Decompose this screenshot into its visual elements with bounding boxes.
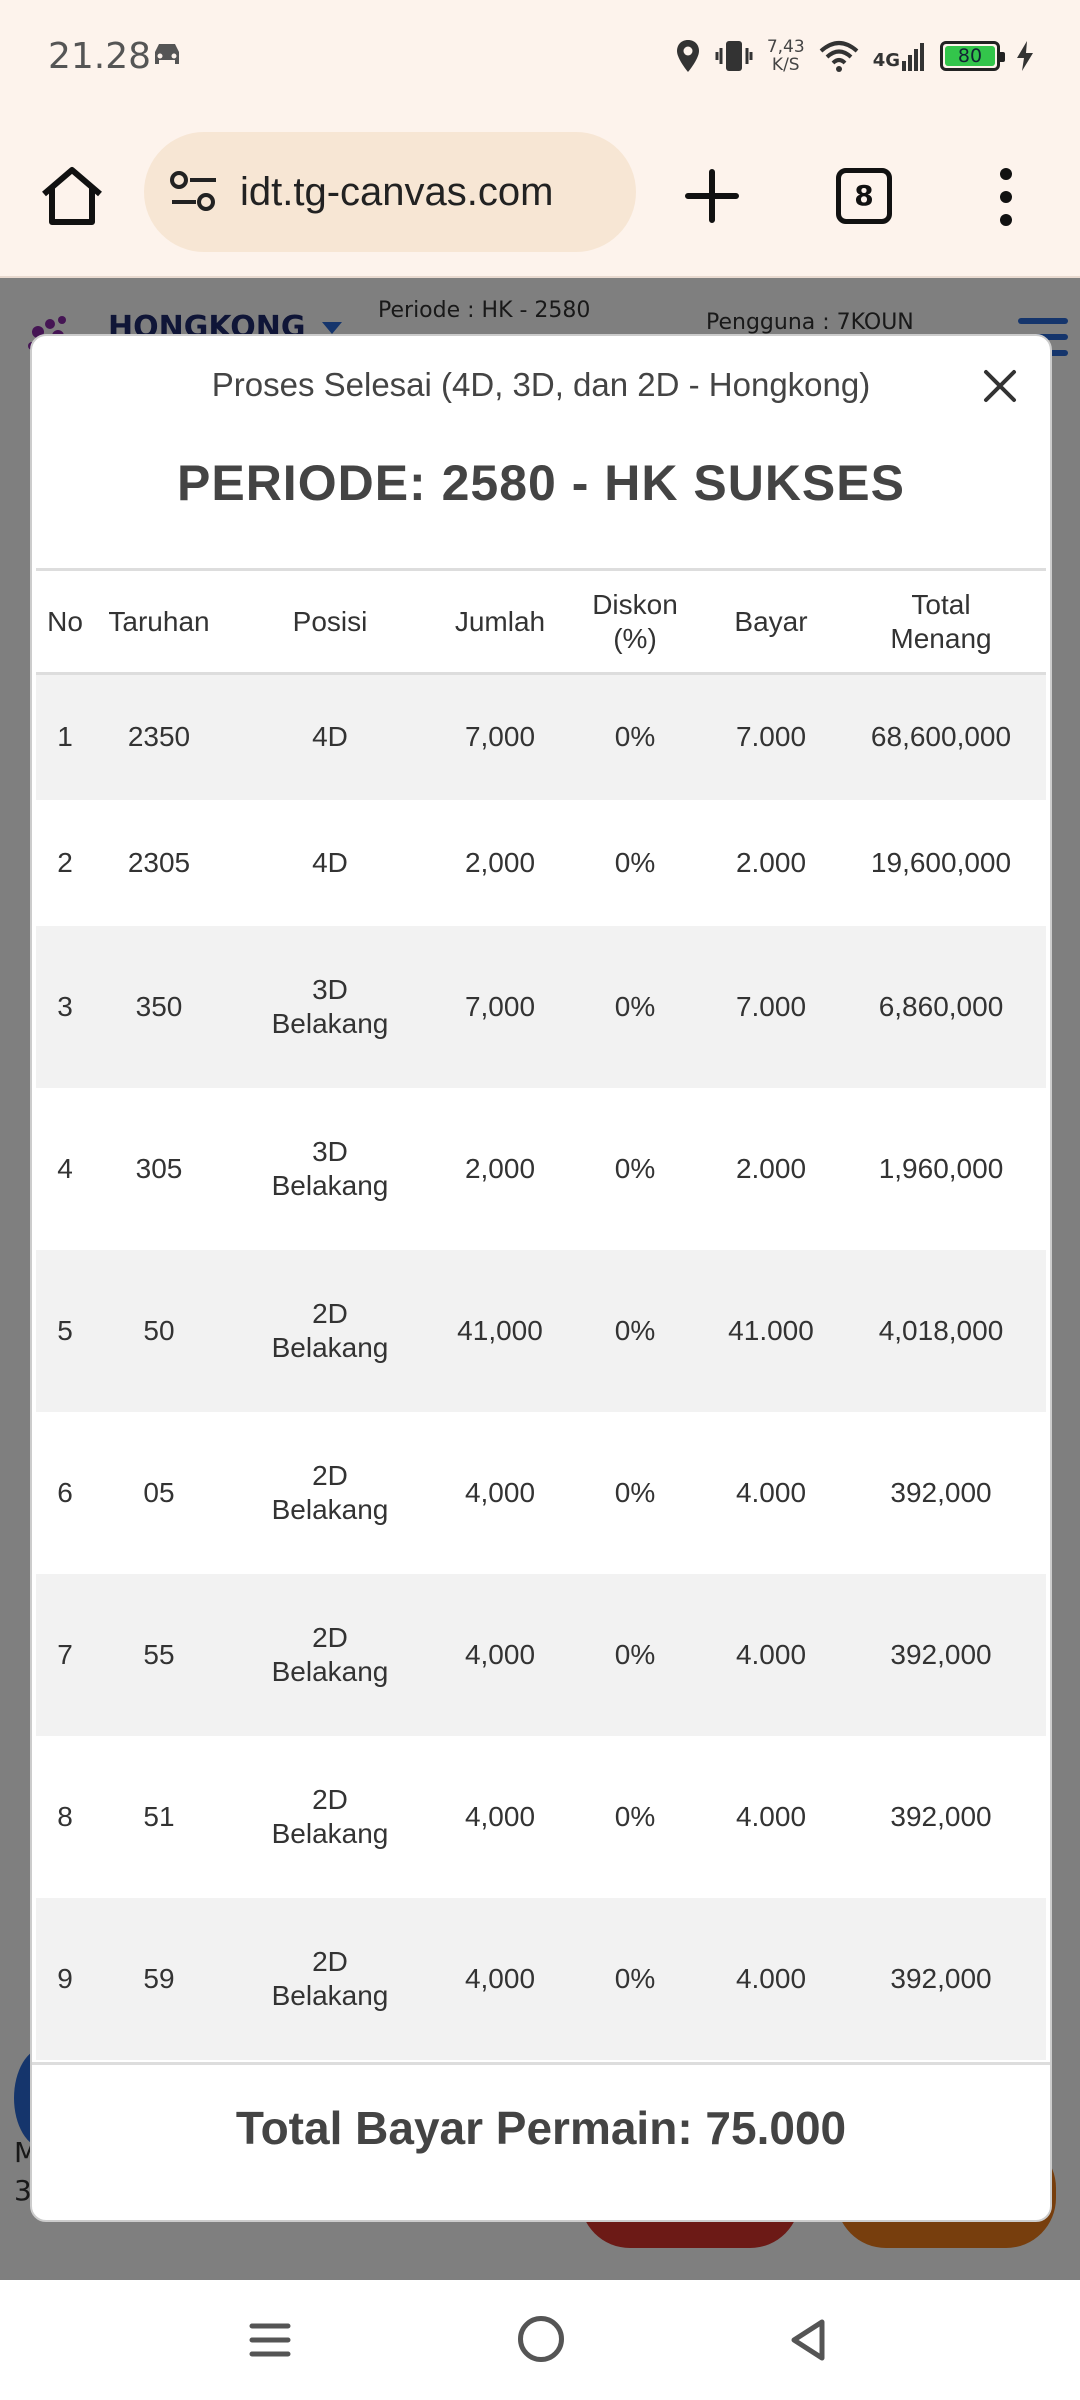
wifi-icon [819,39,859,73]
cell-posisi [224,926,436,1088]
signal-icon [873,41,926,71]
cell-no: 5 [57,1314,73,1346]
col-jumlah: Jumlah [454,605,546,637]
posisi-type: 4D [312,846,348,878]
charging-icon [1014,39,1036,73]
cell-total: 392,000 [890,1800,992,1832]
status-bar [0,0,1080,116]
cell-total: 392,000 [890,1962,992,1994]
col-taruhan: Taruhan [108,605,210,637]
table-row [36,1898,1046,2060]
table-row [36,1574,1046,1736]
network-type: 4G [872,50,900,71]
cell-taruhan: 305 [135,1152,183,1184]
cell-taruhan: 05 [143,1476,175,1508]
cell-total: 1,960,000 [878,1152,1004,1184]
posisi-type: 2D [312,1621,348,1653]
cell-diskon: 0% [614,1314,656,1346]
posisi-side: Belakang [271,1655,389,1687]
posisi-side: Belakang [271,1979,389,2011]
cell-jumlah: 41,000 [457,1314,543,1346]
cell-no: 8 [57,1800,73,1832]
cell-total: 68,600,000 [870,721,1012,753]
cell-bayar: 2.000 [735,1152,807,1184]
cell-diskon: 0% [614,1638,656,1670]
posisi-side: Belakang [271,1169,389,1201]
posisi-type: 2D [312,1459,348,1491]
col-bayar: Bayar [734,605,808,637]
cell-posisi [224,1088,436,1250]
col-posisi: Posisi [292,605,368,637]
result-modal [30,334,1052,2222]
cell-taruhan: 55 [143,1638,175,1670]
cell-bayar: 41.000 [728,1314,814,1346]
battery-level: 80 [945,46,995,66]
modal-footer [32,2062,1050,2222]
cell-bayar: 4.000 [735,1800,807,1832]
cell-jumlah: 2,000 [464,846,536,878]
col-no: No [47,605,83,637]
status-time: 21.28 [48,36,152,77]
table-row [36,1412,1046,1574]
home-icon[interactable] [36,160,108,232]
cell-bayar: 7.000 [735,990,807,1022]
cell-bayar: 4.000 [735,1476,807,1508]
plus-icon[interactable] [680,164,744,228]
cell-taruhan: 51 [143,1800,175,1832]
close-icon[interactable] [980,366,1020,406]
cell-posisi [224,1736,436,1898]
cell-no: 4 [57,1152,73,1184]
more-vertical-icon[interactable] [990,166,1022,228]
cell-total: 6,860,000 [878,990,1004,1022]
bet-table-container [36,568,1046,2060]
tab-switcher-button[interactable]: 8 [836,168,892,224]
cell-bayar: 4.000 [735,1638,807,1670]
circle-home-icon[interactable] [518,2316,564,2362]
table-row [36,674,1046,800]
cell-diskon: 0% [614,846,656,878]
total-bayar: Total Bayar Permain: 75.000 [235,2102,847,2154]
posisi-side: Belakang [271,1007,389,1039]
posisi-side: Belakang [271,1493,389,1525]
status-icons [675,34,1036,78]
col-diskon [564,570,706,674]
signal-bars [902,41,926,71]
car-icon [150,40,184,70]
cell-diskon: 0% [614,1800,656,1832]
tune-icon[interactable] [168,170,220,214]
url-text: idt.tg-canvas.com [240,169,554,214]
cell-taruhan: 59 [143,1962,175,1994]
posisi-type: 2D [312,1783,348,1815]
cell-no: 9 [57,1962,73,1994]
posisi-type: 4D [312,721,348,753]
bet-table [36,568,1046,2060]
cell-jumlah: 4,000 [464,1476,536,1508]
cell-bayar: 4.000 [735,1962,807,1994]
cell-total: 392,000 [890,1638,992,1670]
cell-taruhan: 350 [135,990,183,1022]
back-triangle-icon[interactable] [786,2316,828,2364]
location-icon [675,38,701,74]
cell-no: 7 [57,1638,73,1670]
cell-bayar: 7.000 [735,721,807,753]
cell-posisi [224,800,436,926]
cell-bayar: 2.000 [735,846,807,878]
col-diskon-line1: Diskon [592,588,678,620]
battery-icon [940,41,1000,71]
speed-unit: K/S [771,55,800,75]
browser-toolbar [0,116,1080,278]
cell-jumlah: 4,000 [464,1800,536,1832]
cell-posisi [224,1898,436,2060]
cell-taruhan: 50 [143,1314,175,1346]
cell-posisi [224,1412,436,1574]
system-nav-bar [0,2280,1080,2400]
posisi-type: 2D [312,1945,348,1977]
cell-jumlah: 7,000 [464,721,536,753]
col-total [836,570,1046,674]
cell-jumlah: 7,000 [464,990,536,1022]
cell-jumlah: 2,000 [464,1152,536,1184]
cell-diskon: 0% [614,1962,656,1994]
cell-posisi [224,1574,436,1736]
table-row [36,1088,1046,1250]
cell-taruhan: 2350 [127,721,191,753]
cell-diskon: 0% [614,721,656,753]
recents-icon[interactable] [248,2318,292,2362]
network-speed [767,38,805,74]
vibrate-icon [715,38,753,74]
speed-value: 7,43 [766,37,805,57]
cell-no: 3 [57,990,73,1022]
posisi-type: 3D [312,973,348,1005]
cell-total: 392,000 [890,1476,992,1508]
col-total-line1: Total [911,588,971,620]
cell-no: 6 [57,1476,73,1508]
cell-posisi [224,1250,436,1412]
cell-jumlah: 4,000 [464,1962,536,1994]
cell-diskon: 0% [614,990,656,1022]
table-row [36,926,1046,1088]
address-bar[interactable] [144,132,636,252]
table-row [36,1736,1046,1898]
table-header-row [36,570,1046,674]
col-diskon-line2: (%) [613,622,657,654]
periode-heading: PERIODE: 2580 - HK SUKSES [177,455,905,511]
table-row [36,1250,1046,1412]
posisi-side: Belakang [271,1817,389,1849]
cell-no: 2 [57,846,73,878]
posisi-type: 3D [312,1135,348,1167]
cell-diskon: 0% [614,1152,656,1184]
cell-total: 4,018,000 [878,1314,1004,1346]
posisi-side: Belakang [271,1331,389,1363]
cell-jumlah: 4,000 [464,1638,536,1670]
cell-total: 19,600,000 [870,846,1012,878]
table-row [36,800,1046,926]
cell-diskon: 0% [614,1476,656,1508]
cell-taruhan: 2305 [127,846,191,878]
col-total-line2: Menang [890,622,992,654]
posisi-type: 2D [312,1297,348,1329]
table-body [36,674,1046,2060]
modal-title: Proses Selesai (4D, 3D, dan 2D - Hongkong) [211,366,871,403]
cell-no: 1 [57,721,73,753]
cell-posisi [224,674,436,800]
